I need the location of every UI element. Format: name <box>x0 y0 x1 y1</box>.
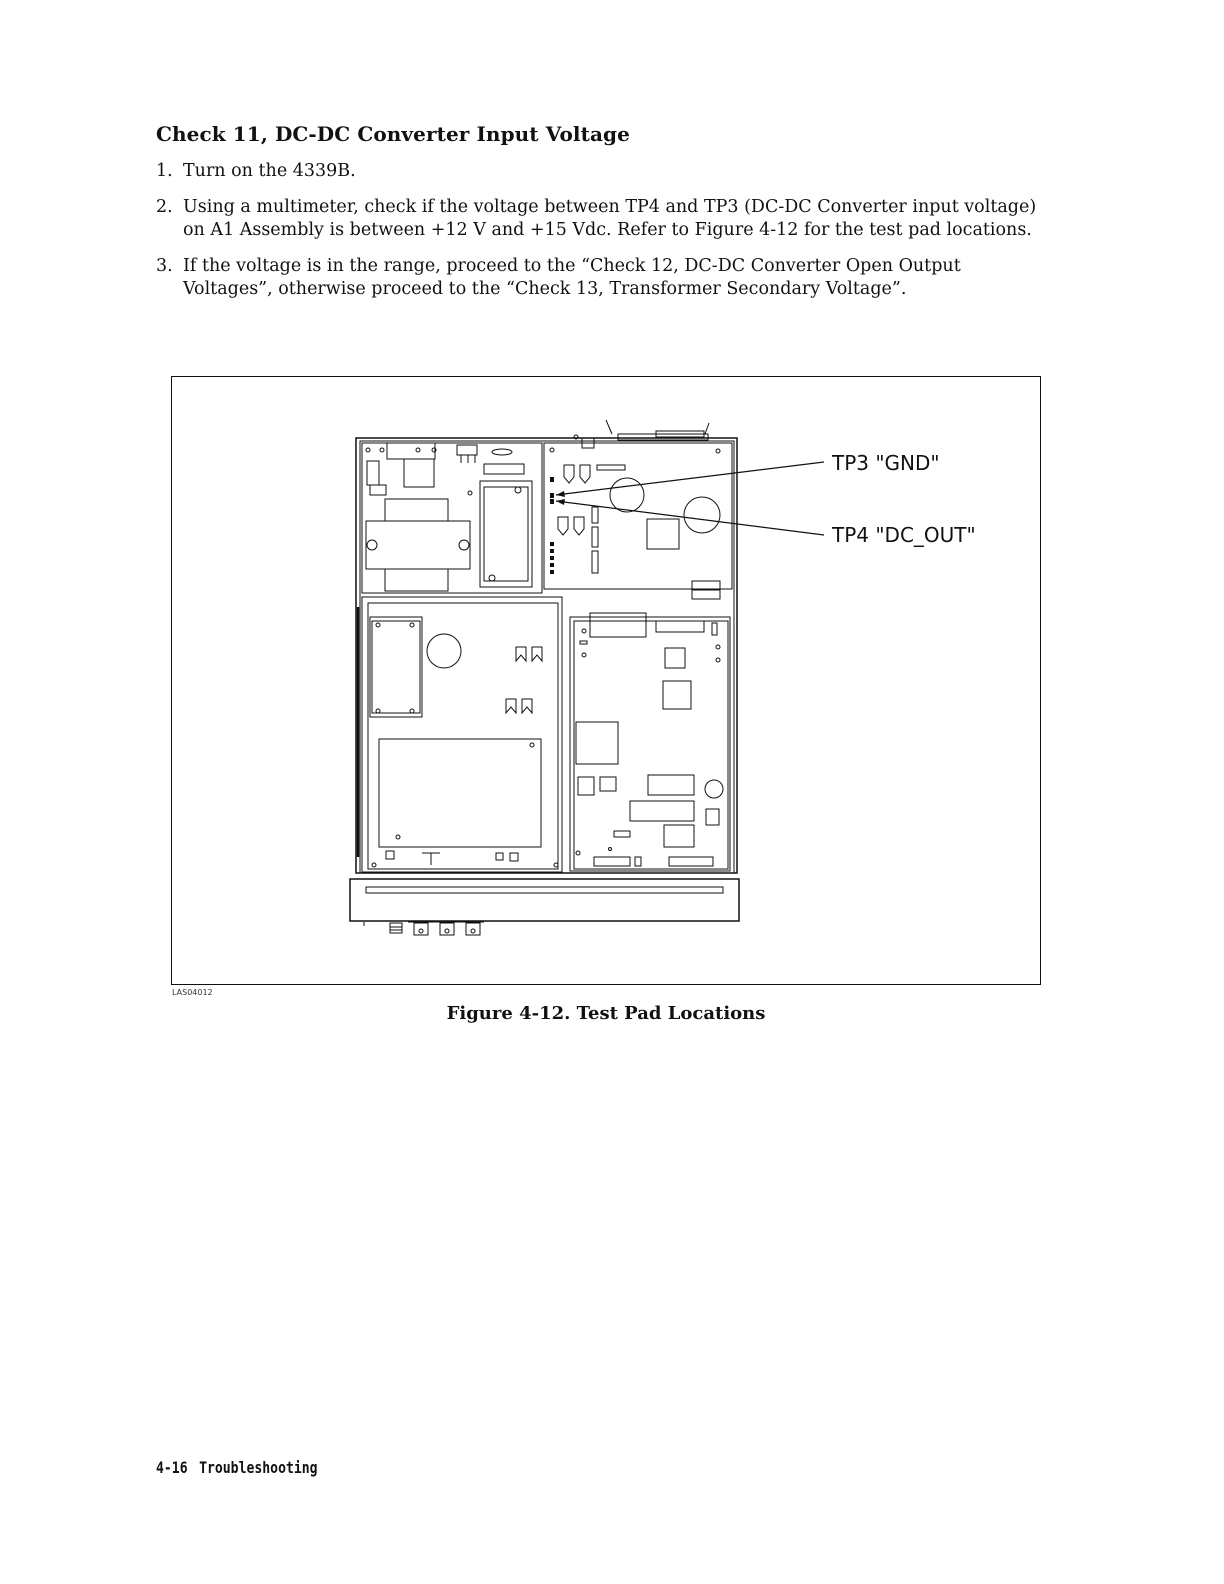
figure-frame <box>171 376 1041 985</box>
tp3-label: TP3 "GND" <box>832 451 940 475</box>
step-number: 2. <box>156 197 173 217</box>
step-text: If the voltage is in the range, proceed to the “Check 12, DC-DC Converter Open Output Voltages”, otherwise proceed to the “Check 13, Transformer Secondary Voltage”. <box>183 256 961 299</box>
step-text: Turn on the 4339B. <box>183 161 356 181</box>
figure-caption-text: Figure 4-12. Test Pad Locations <box>446 1003 766 1024</box>
page-number: 4-16 <box>156 1458 188 1477</box>
section-name: Troubleshooting <box>199 1458 318 1477</box>
step-number: 1. <box>156 161 173 181</box>
tp4-label: TP4 "DC_OUT" <box>832 523 976 547</box>
step-number: 3. <box>156 256 173 276</box>
step-item <box>156 196 1046 242</box>
step-list <box>156 160 1046 314</box>
step-item <box>156 255 1046 301</box>
figure-code: LAS04012 <box>172 988 213 997</box>
step-text: Using a multimeter, check if the voltage between TP4 and TP3 (DC-DC Converter input voltage) on A1 Assembly is between +12 V and +15 Vdc. Refer to Figure 4-12 for the test pad locations. <box>183 197 1037 240</box>
page-footer <box>156 1458 318 1477</box>
step-item <box>156 160 1046 183</box>
chassis-diagram <box>172 377 1042 986</box>
figure-caption <box>0 1003 1224 1024</box>
section-heading: Check 11, DC-DC Converter Input Voltage <box>156 122 630 146</box>
